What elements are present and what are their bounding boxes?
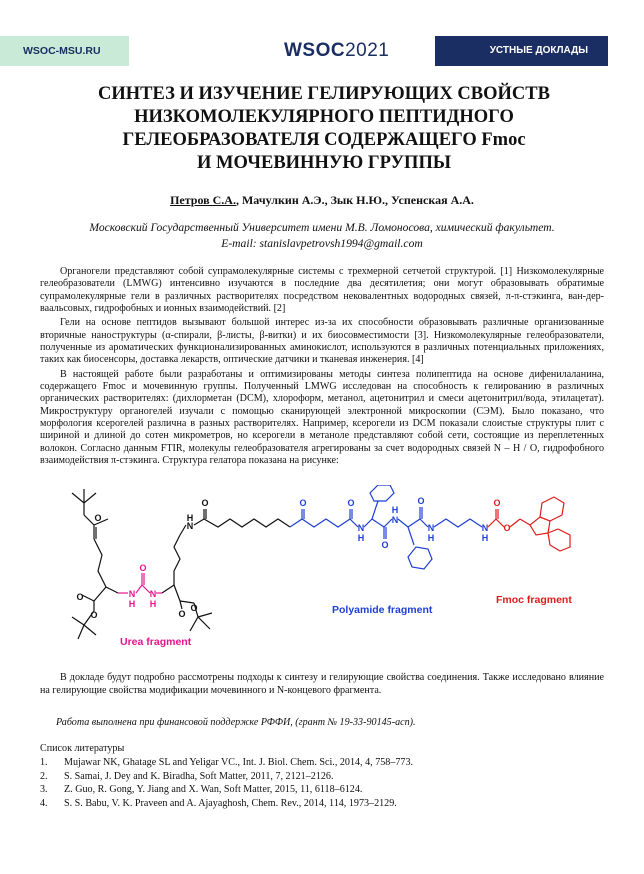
title-line: ГЕЛЕОБРАЗОВАТЕЛЯ СОДЕРЖАЩЕГО Fmoc	[122, 130, 526, 150]
author-list	[0, 193, 644, 208]
atom-label: O	[139, 563, 147, 573]
atom-label: O	[76, 592, 84, 602]
conference-logo	[284, 38, 389, 64]
atom-label: O	[493, 498, 501, 508]
paragraph: Гели на основе пептидов вызывают большой интерес из-за их способности образовывать различные организованные вторичные наноструктуры (α-спирали, β-листы, β-витки) и их биосовместимости [3]. Низкомолекулярные гелеобразователи, полученные из ароматических функционализированных аминокислот, используются в различных потенциальных приложениях, таких как биосенсоры, доставка лекарств, оптические датчики и тканевая инженерия. [4]	[40, 317, 604, 366]
atom-label: H	[357, 533, 365, 543]
title-line: СИНТЕЗ И ИЗУЧЕНИЕ ГЕЛИРУЮЩИХ СВОЙСТВ	[98, 84, 550, 104]
atom-label: H	[149, 599, 157, 609]
atom-label: N	[391, 515, 399, 525]
atom-label: N	[128, 589, 136, 599]
atom-label: O	[299, 498, 307, 508]
polyamide-fragment-label: Polyamide fragment	[332, 604, 433, 616]
atom-label: H	[427, 533, 435, 543]
atom-label: O	[347, 498, 355, 508]
co-authors: , Мачулкин А.Э., Зык Н.Ю., Успенская А.А.	[235, 193, 474, 207]
funding-note: Работа выполнена при финансовой поддержке РФФИ, (грант № 19-33-90145-асп).	[56, 717, 416, 728]
reference-number: 2.	[40, 770, 48, 782]
paragraph: В настоящей работе были разработаны и оптимизированы методы синтеза полипептида на основе дифенилаланина, содержащего Fmoc и мочевинную группы. Полученный LMWG исследован на способность к гелированию в различных органических растворителях: (дихлорметан (DCM), хлороформ, метанол, ацетонитрил и смеси ацетонитрил/вода, этилацетат). Микроструктуру органогелей изучали с помощью сканирующей электронной микроскопии (СЭМ). Было показано, что морфология ксерогелей различна в разных растворителях. Например, ксерогели из DCM показали слоистые структуры плит с шириной и длиной до сотен микрометров, но ксерогели в метаноле представляют собой сети, состоящие из переплетенных волокон. Согласно данным FTIR, молекулы гелеобразователя агрегированы за счет водородных связей N – H / O, гидрофобного взаимодействия π-стэкинга. Структура гелатора показана на рисунке:	[40, 368, 604, 467]
atom-label: H	[481, 533, 489, 543]
atom-label: H	[186, 513, 194, 523]
reference-text: S. Samai, J. Dey and K. Biradha, Soft Matter, 2011, 7, 2121–2126.	[64, 770, 334, 782]
reference-number: 1.	[40, 757, 48, 769]
atom-label: O	[381, 540, 389, 550]
structure-figure	[58, 485, 608, 665]
affiliation: Московский Государственный Университет имени М.В. Ломоносова, химический факультет.	[89, 221, 555, 234]
atom-label: O	[201, 498, 209, 508]
logo-bold: WSOC	[284, 40, 346, 61]
title-line: И МОЧЕВИННУЮ ГРУППЫ	[197, 153, 451, 173]
urea-fragment-label: Urea fragment	[120, 636, 192, 648]
conclusion-text: В докладе будут подробно рассмотрены подходы к синтезу и гелирующие свойства соединения. Также исследовано влияние на гелирующие свойства модификации мочевинного и N-концевого фрагмента.	[40, 672, 604, 696]
fmoc-fragment-label: Fmoc fragment	[496, 594, 572, 606]
title-line: НИЗКОМОЛЕКУЛЯРНОГО ПЕПТИДНОГО	[134, 107, 514, 127]
section-badge: УСТНЫЕ ДОКЛАДЫ	[435, 36, 608, 66]
main-text	[40, 266, 604, 470]
site-link[interactable]: WSOC-MSU.RU	[0, 36, 129, 66]
atom-label: N	[427, 523, 435, 533]
atom-label: O	[178, 609, 186, 619]
atom-label: N	[357, 523, 365, 533]
paragraph: Органогели представляют собой супрамолекулярные системы с трехмерной сетчетой структурой. [1] Низкомолекулярные гелеобразователи (LMWG) интенсивно изучаются в последние два десятилетия; они могут образовывать обратимые супрамолекулярные гели в различных растворителях посредством нековалентных водородных связей, π-π-стэкинга, ван-дер-ваальсовых, гидрофобных и ионных взаимодействий. [2]	[40, 266, 604, 315]
atom-label: N	[149, 589, 157, 599]
chemical-structure	[58, 485, 608, 665]
presenting-author: Петров С.А.	[170, 193, 236, 207]
page-header	[0, 36, 644, 66]
atom-label: O	[94, 513, 102, 523]
reference-item	[40, 783, 604, 796]
affiliation-block	[40, 220, 604, 252]
reference-text: S. S. Babu, V. K. Praveen and A. Ajayaghosh, Chem. Rev., 2014, 114, 1973–2129.	[64, 797, 397, 809]
atom-label: H	[391, 505, 399, 515]
references-title: Список литературы	[40, 743, 125, 754]
email[interactable]: E-mail: stanislavpetrovsh1994@gmail.com	[221, 237, 423, 250]
atom-label: H	[128, 599, 136, 609]
atom-label: O	[503, 523, 511, 533]
logo-year: 2021	[345, 40, 390, 61]
atom-label: O	[417, 496, 425, 506]
atom-label: O	[190, 603, 198, 613]
references	[40, 742, 604, 810]
reference-item	[40, 770, 604, 783]
paper-title	[60, 83, 588, 175]
reference-text: Z. Guo, R. Gong, Y. Jiang and X. Wan, Soft Matter, 2015, 11, 6118–6124.	[64, 784, 363, 796]
reference-item	[40, 756, 604, 769]
reference-text: Mujawar NK, Ghatage SL and Yeligar VC., Int. J. Biol. Chem. Sci., 2014, 4, 758–773.	[64, 757, 414, 769]
reference-item	[40, 797, 604, 810]
atom-label: O	[90, 610, 98, 620]
reference-number: 4.	[40, 797, 48, 809]
conclusion	[40, 672, 604, 697]
atom-label: N	[481, 523, 489, 533]
atom-label: N	[186, 521, 194, 531]
reference-number: 3.	[40, 784, 48, 796]
